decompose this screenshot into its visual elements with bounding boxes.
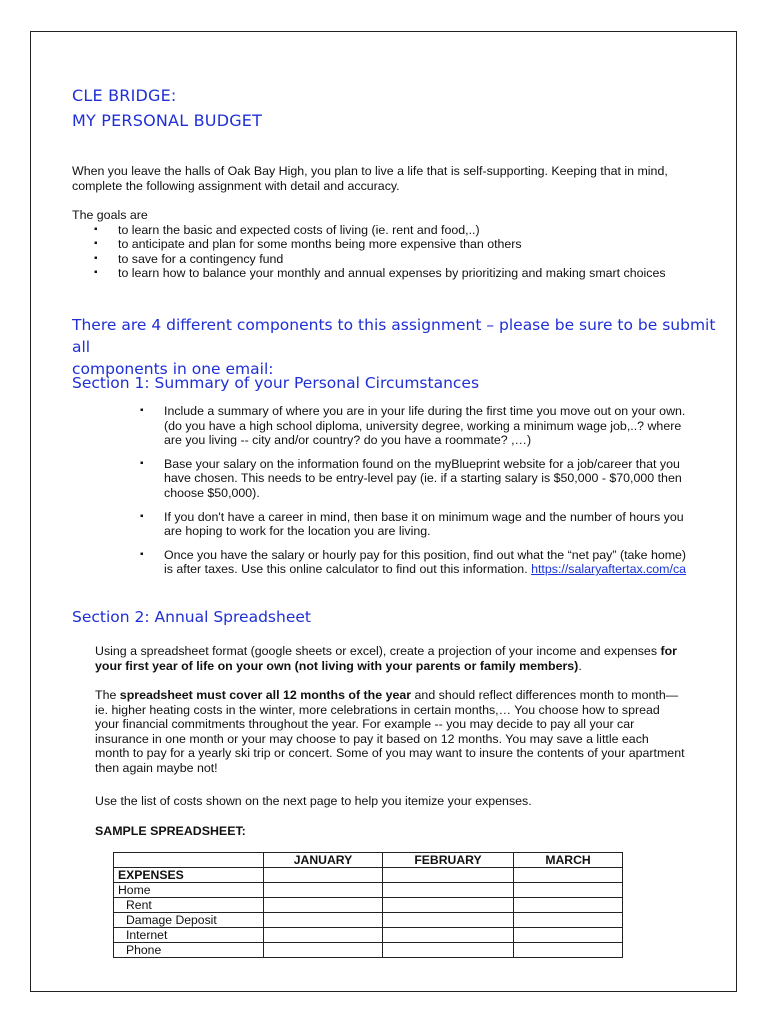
table-cell [383, 868, 514, 883]
section2-p2-line: then again maybe not! [95, 760, 218, 775]
section1-item-line: ▪ Once you have the salary or hourly pay for this position, find out what the “net pay” (take home) [164, 547, 687, 562]
section1-item-line: are you living -- city and/or country? do you have a roommate? ,…) [164, 433, 532, 448]
row-label: Phone [114, 943, 264, 958]
section2-p2-text: The [95, 688, 120, 702]
section2-p2-text: and should reflect differences month to month— [411, 688, 679, 702]
goal-item: ▪ to learn the basic and expected costs of living (ie. rent and food,..) [72, 223, 722, 238]
section1-item-line: choose $50,000). [164, 485, 260, 500]
table-cell [264, 913, 383, 928]
table-cell [383, 928, 514, 943]
section1-item [138, 548, 718, 577]
table-header-row [114, 853, 623, 868]
row-label: Internet [114, 928, 264, 943]
table-row [114, 928, 623, 943]
table-cell [514, 928, 623, 943]
components-note-line-1: There are 4 different components to this assignment – please be sure to be submit all [72, 316, 716, 356]
table-cell [264, 943, 383, 958]
section1-item-line: (do you have a high school diploma, university degree, working a minimum wage job,..? where [164, 418, 682, 433]
table-row [114, 943, 623, 958]
table-cell [264, 898, 383, 913]
table-cell [514, 883, 623, 898]
components-note-line-2: components in one email: [72, 360, 274, 378]
section2-p1-bold: your first year of life on your own (not living with your parents or family members) [95, 658, 579, 673]
section2-p1-text: . [578, 658, 582, 673]
section1-list [138, 404, 718, 577]
table-row [114, 883, 623, 898]
section1-heading: Section 1: Summary of your Personal Circumstances [72, 374, 480, 392]
section2-p2-line: your financial commitments throughout the year. For example -- you may decide to pay all your car [95, 717, 635, 732]
section2-p1-line-2 [95, 659, 715, 674]
table-cell [383, 943, 514, 958]
section1-item-line: are hoping to work for the location you are living. [164, 524, 431, 539]
table-cell [514, 943, 623, 958]
salary-calculator-link[interactable]: https://salaryaftertax.com/ca [531, 562, 687, 577]
section2-p1-text: Using a spreadsheet format (google sheets or excel), create a projection of your income and expenses [95, 644, 661, 658]
section2-paragraph-1 [95, 644, 715, 673]
section1-item-line: ▪ Include a summary of where you are in your life during the first time you move out on your own. [164, 404, 686, 418]
table-cell [264, 883, 383, 898]
header-cell [114, 853, 264, 868]
title-line-2: MY PERSONAL BUDGET [72, 111, 263, 130]
header-cell: JANUARY [264, 853, 383, 868]
table-cell [514, 898, 623, 913]
section1-item-line [164, 562, 718, 577]
table-cell [383, 883, 514, 898]
intro-line-2: complete the following assignment with detail and accuracy. [72, 178, 400, 193]
section2-p1-bold: for [660, 644, 677, 658]
section1-body [138, 404, 718, 586]
goal-item: ▪ to anticipate and plan for some months being more expensive than others [72, 237, 722, 252]
section2-paragraph-2 [95, 688, 725, 776]
section2-p2-line: month to pay for a yearly ski trip or concert. Some of you may want to insure the contents of your apartment [95, 746, 685, 761]
section1-item-line: ▪ Base your salary on the information found on the myBlueprint website for a job/career that you [164, 456, 680, 471]
section1-item [138, 404, 718, 448]
section2-p2-bold: spreadsheet must cover all 12 months of the year [119, 688, 412, 702]
table-row [114, 868, 623, 883]
components-note [72, 314, 722, 380]
table-row [114, 898, 623, 913]
section2-p2-line: ie. higher heating costs in the winter, more celebrations in certain months,… You choose how to spread [95, 702, 660, 717]
goal-item: ▪ to save for a contingency fund [72, 252, 722, 267]
goals-block [72, 208, 722, 281]
table-cell [514, 868, 623, 883]
intro-paragraph [72, 164, 722, 193]
goals-list [72, 223, 722, 281]
page-title [72, 86, 262, 130]
row-label: EXPENSES [114, 868, 264, 883]
goals-heading: The goals are [72, 208, 148, 222]
section2-p2-line: insurance in one month or your may choose to pay it based on 12 months. You may save a little each [95, 731, 649, 746]
table-cell [264, 928, 383, 943]
section1-item [138, 510, 718, 539]
section1-item [138, 457, 718, 501]
header-cell: FEBRUARY [383, 853, 514, 868]
table-cell [383, 913, 514, 928]
section2-p1-line-1 [95, 644, 715, 659]
section1-item-line: have chosen. This needs to be entry-level pay (ie. if a starting salary is $50,000 - $70,000 then [164, 471, 682, 486]
row-label: Home [114, 883, 264, 898]
table-cell [514, 913, 623, 928]
goal-item: ▪ to learn how to balance your monthly and annual expenses by prioritizing and making smart choices [72, 266, 722, 281]
table-row [114, 913, 623, 928]
row-label: Damage Deposit [114, 913, 264, 928]
title-line-1: CLE BRIDGE: [72, 86, 177, 105]
section2-paragraph-3: Use the list of costs shown on the next page to help you itemize your expenses. [95, 794, 532, 808]
table-cell [264, 868, 383, 883]
table-cell [383, 898, 514, 913]
section1-item-line: ▪ If you don't have a career in mind, then base it on minimum wage and the number of hours you [164, 509, 684, 524]
section1-item-text: is after taxes. Use this online calculator to find out this information. [164, 562, 532, 577]
section2-p2-line [95, 688, 725, 703]
header-cell: MARCH [514, 853, 623, 868]
row-label: Rent [114, 898, 264, 913]
sample-spreadsheet-label: SAMPLE SPREADSHEET: [95, 824, 246, 838]
section2-heading: Section 2: Annual Spreadsheet [72, 608, 311, 626]
intro-line-1: When you leave the halls of Oak Bay High, you plan to live a life that is self-supporting. Keeping that in mind, [72, 164, 668, 178]
sample-spreadsheet-table [113, 852, 623, 958]
